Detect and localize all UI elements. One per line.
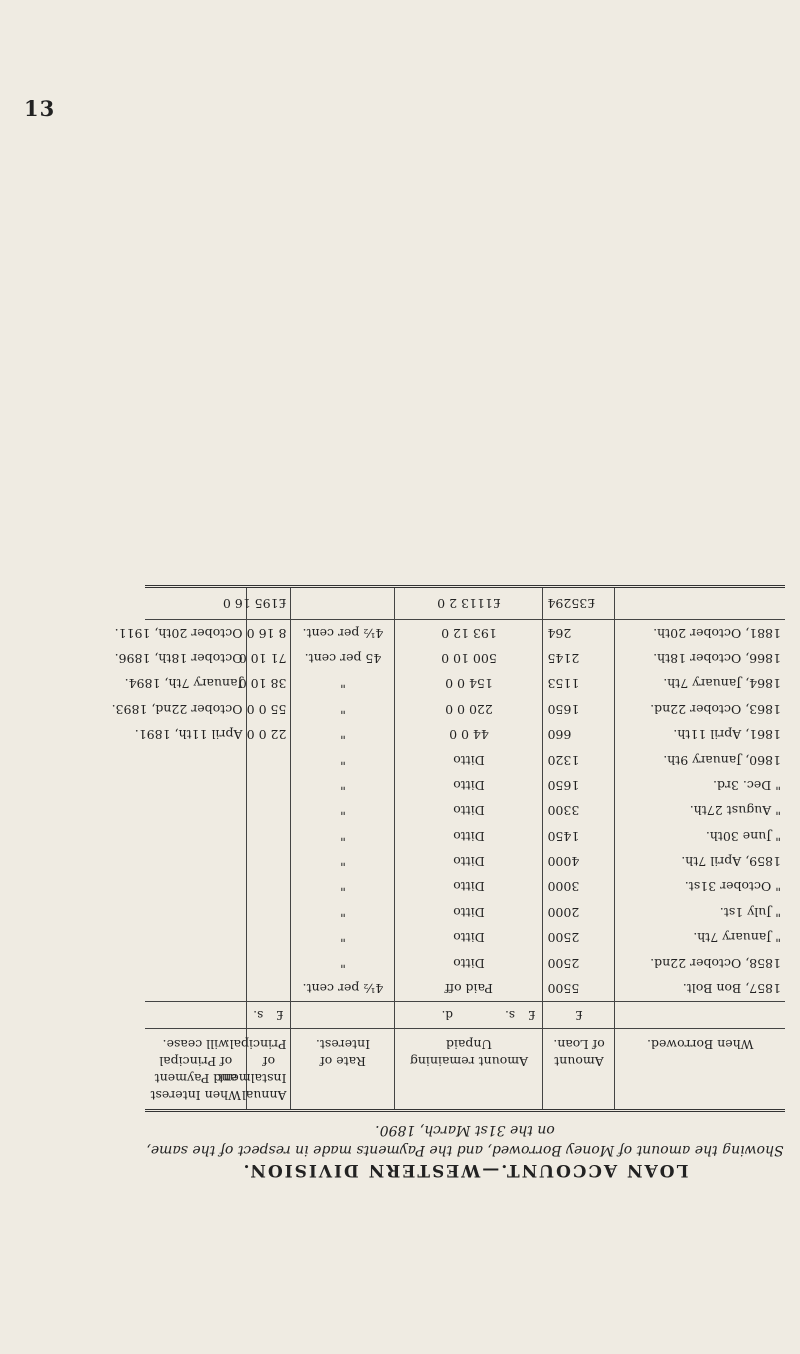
cell-rate: " [291,925,395,950]
cell-rate: " [291,671,395,696]
cell-cease [145,874,247,899]
cell-rate: " [291,823,395,848]
cell-loan: 4000 [543,849,615,874]
cell-cease [145,747,247,772]
cell-instalment: 8 16 0 [247,620,291,646]
cell-remaining: Paid off [395,976,543,1002]
cell-loan: 3300 [543,798,615,823]
table-row [145,874,785,899]
cell-rate: " [291,798,395,823]
unit-shillings: s. [247,1001,269,1029]
unit-pounds: £ [269,1001,291,1029]
cell-instalment [247,899,291,924]
table-row [145,722,785,747]
cell-cease: October 22nd, 1893. [111,701,243,717]
cell-loan: 1650 [543,696,615,721]
table-row [145,976,785,1002]
total-loan: £35294 [543,588,615,620]
table-row [145,696,785,721]
cell-instalment [247,747,291,772]
cell-loan: 264 [543,620,615,646]
cell-borrowed: 1863, October 22nd. [615,696,785,721]
cell-instalment [247,849,291,874]
cell-remaining: 220 0 0 [395,696,543,721]
cell-remaining: 193 12 0 [395,620,543,646]
cell-cease [145,823,247,848]
cell-remaining: Ditto [395,823,543,848]
cell-cease [145,798,247,823]
cell-loan: 1450 [543,823,615,848]
cell-loan: 2500 [543,925,615,950]
cell-instalment [247,976,291,1002]
table-row [145,620,785,646]
cell-remaining: Ditto [395,747,543,772]
cell-remaining: Ditto [395,849,543,874]
cell-cease [145,976,247,1002]
rotated-table-sheet [111,118,785,1188]
cell-cease [145,773,247,798]
cell-cease [145,925,247,950]
cell-instalment [247,798,291,823]
col-amount-remaining: Amount remaining Unpaid [395,1029,543,1109]
cell-rate: " [291,747,395,772]
cell-rate: " [291,950,395,975]
col-when-will-cease: When Interest and Payment of Principal will cease. [145,1029,247,1109]
cell-remaining: 44 0 0 [395,722,543,747]
unit-pence: d. [395,1001,499,1029]
units-row [145,1001,785,1029]
cell-rate: 4½ per cent. [291,620,395,646]
cell-borrowed: 1859, April 7th. [615,849,785,874]
cell-remaining: Ditto [395,773,543,798]
cell-rate: " [291,722,395,747]
cell-rate: 45 per cent. [291,646,395,671]
table-row [145,925,785,950]
unit-pounds: £ [543,1001,615,1029]
cell-borrowed: " June 30th. [615,823,785,848]
totals-row [145,588,785,620]
cell-instalment [247,874,291,899]
cell-loan: 2145 [543,646,615,671]
page-number: 13 [24,96,56,121]
col-when-borrowed: When Borrowed. [615,1029,785,1109]
cell-instalment [247,773,291,798]
document-date-line: on the 31st March, 1890. [375,1122,555,1138]
cell-instalment [247,950,291,975]
cell-loan: 1153 [543,671,615,696]
cell-borrowed: " July 1st. [615,899,785,924]
unit-shillings: s. [499,1001,521,1029]
cell-cease [145,849,247,874]
table-row [145,646,785,671]
cell-cease: April 11th, 1891. [134,727,243,743]
cell-borrowed: 1860, January 9th. [615,747,785,772]
cell-cease: October 20th, 1911. [114,625,243,641]
cell-borrowed: 1866, October 18th. [615,646,785,671]
col-annual-instalment: Annual Instalment of Principal. [247,1029,291,1109]
table-row [145,671,785,696]
cell-cease [145,899,247,924]
cell-loan: 1320 [543,747,615,772]
cell-loan: 1650 [543,773,615,798]
document-subheading: Showing the amount of Money Borrowed, and the Payments made in respect of the same, [146,1142,784,1158]
cell-rate: " [291,773,395,798]
cell-loan: 660 [543,722,615,747]
cell-borrowed: " Dec. 3rd. [615,773,785,798]
cell-loan: 3000 [543,874,615,899]
cell-remaining: 500 10 0 [395,646,543,671]
cell-remaining: 154 0 0 [395,671,543,696]
cell-cease: January 7th, 1894. [124,676,243,692]
cell-remaining: Ditto [395,899,543,924]
cell-remaining: Ditto [395,950,543,975]
cell-remaining: Ditto [395,798,543,823]
col-amount-of-loan: Amount of Loan. [543,1029,615,1109]
table-row [145,747,785,772]
cell-cease: October 18th, 1896. [114,651,243,667]
cell-borrowed: 1881, October 20th. [615,620,785,646]
total-instalment: £195 16 0 [247,588,291,620]
cell-borrowed: " August 27th. [615,798,785,823]
total-remaining: £1113 2 0 [395,588,543,620]
col-rate-of-interest: Rate of Interest. [291,1029,395,1109]
cell-rate: " [291,849,395,874]
cell-cease [145,950,247,975]
cell-remaining: Ditto [395,874,543,899]
cell-rate: " [291,874,395,899]
cell-borrowed: " October 31st. [615,874,785,899]
cell-remaining: Ditto [395,925,543,950]
cell-loan: 2000 [543,899,615,924]
cell-instalment: 38 10 0 [247,671,291,696]
table-row [145,849,785,874]
document-heading: LOAN ACCOUNT.—WESTERN DIVISION. [241,1160,689,1180]
table-row [145,798,785,823]
loan-table [111,588,785,1109]
cell-instalment [247,925,291,950]
cell-instalment: 22 0 0 [247,722,291,747]
cell-rate: " [291,696,395,721]
loan-table-frame [111,585,785,1112]
cell-borrowed: 1858, October 22nd. [615,950,785,975]
cell-instalment: 55 0 0 [247,696,291,721]
cell-borrowed: 1864, January 7th. [615,671,785,696]
unit-pounds: £ [521,1001,543,1029]
cell-loan: 2500 [543,950,615,975]
table-row [145,823,785,848]
table-row [145,899,785,924]
cell-instalment [247,823,291,848]
cell-borrowed: 1861, April 11th. [615,722,785,747]
cell-loan: 5500 [543,976,615,1002]
cell-rate: 4½ per cent. [291,976,395,1002]
cell-borrowed: 1857, Bon Bolt. [615,976,785,1002]
cell-borrowed: " January 7th. [615,925,785,950]
cell-instalment: 71 10 0 [247,646,291,671]
table-row [145,773,785,798]
cell-rate: " [291,899,395,924]
header-row [145,1029,785,1109]
table-row [145,950,785,975]
